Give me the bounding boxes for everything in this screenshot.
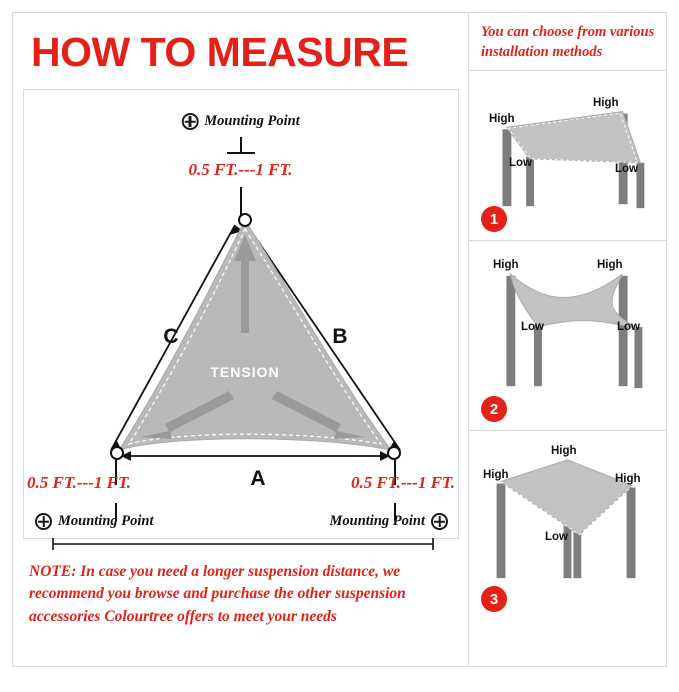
option-1-label-low-left: Low	[509, 157, 532, 170]
option-2-badge: 2	[481, 396, 507, 422]
mounting-point-top-label: Mounting Point	[204, 113, 300, 129]
option-1-label-high-right: High	[593, 97, 619, 110]
how-to-measure-panel	[13, 13, 469, 666]
installation-note: NOTE: In case you need a longer suspension distance, we recommend you browse and purchase the other suspension accessories Colourtree offers to meet your needs	[29, 563, 406, 625]
installation-option-2	[469, 240, 666, 430]
option-3-label-high-left: High	[483, 469, 509, 482]
option-3-badge: 3	[481, 586, 507, 612]
diagram-frame	[12, 12, 667, 667]
dimension-bottom-right: 0.5 FT.---1 FT.	[350, 473, 455, 492]
option-3-label-high-center: High	[551, 445, 577, 458]
option-3-label-high-right: High	[615, 473, 641, 486]
installation-methods-heading: You can choose from various installation methods	[481, 24, 655, 60]
option-2-label-high-right: High	[597, 259, 623, 272]
mounting-point-bottom-left-label: Mounting Point	[58, 513, 154, 529]
option-1-label-low-right: Low	[615, 163, 638, 176]
dimension-top: 0.5 FT.---1 FT.	[188, 160, 293, 179]
option-2-label-low-left: Low	[521, 321, 544, 334]
dimension-bottom-left: 0.5 FT.---1 FT.	[27, 473, 132, 492]
page-title: HOW TO MEASURE	[31, 29, 409, 75]
mounting-point-bottom-right-label: Mounting Point	[329, 513, 425, 529]
option-2-label-low-right: Low	[617, 321, 640, 334]
option-3-illustration	[469, 431, 666, 611]
option-2-label-high-left: High	[493, 259, 519, 272]
mounting-point-bottom-left	[35, 513, 154, 530]
side-label-c: C	[163, 325, 179, 348]
option-1-badge: 1	[481, 206, 507, 232]
sail-tension-label: TENSION	[210, 364, 280, 380]
side-label-b: B	[332, 325, 348, 348]
installation-option-1	[469, 70, 666, 240]
option-3-label-low: Low	[545, 531, 568, 544]
mounting-point-bottom-right	[330, 513, 449, 530]
side-label-a: A	[250, 467, 266, 490]
mounting-point-icon	[35, 513, 52, 530]
mounting-point-icon	[431, 513, 448, 530]
installation-methods-panel	[469, 13, 666, 666]
option-1-label-high-left: High	[489, 113, 515, 126]
installation-option-3	[469, 430, 666, 620]
